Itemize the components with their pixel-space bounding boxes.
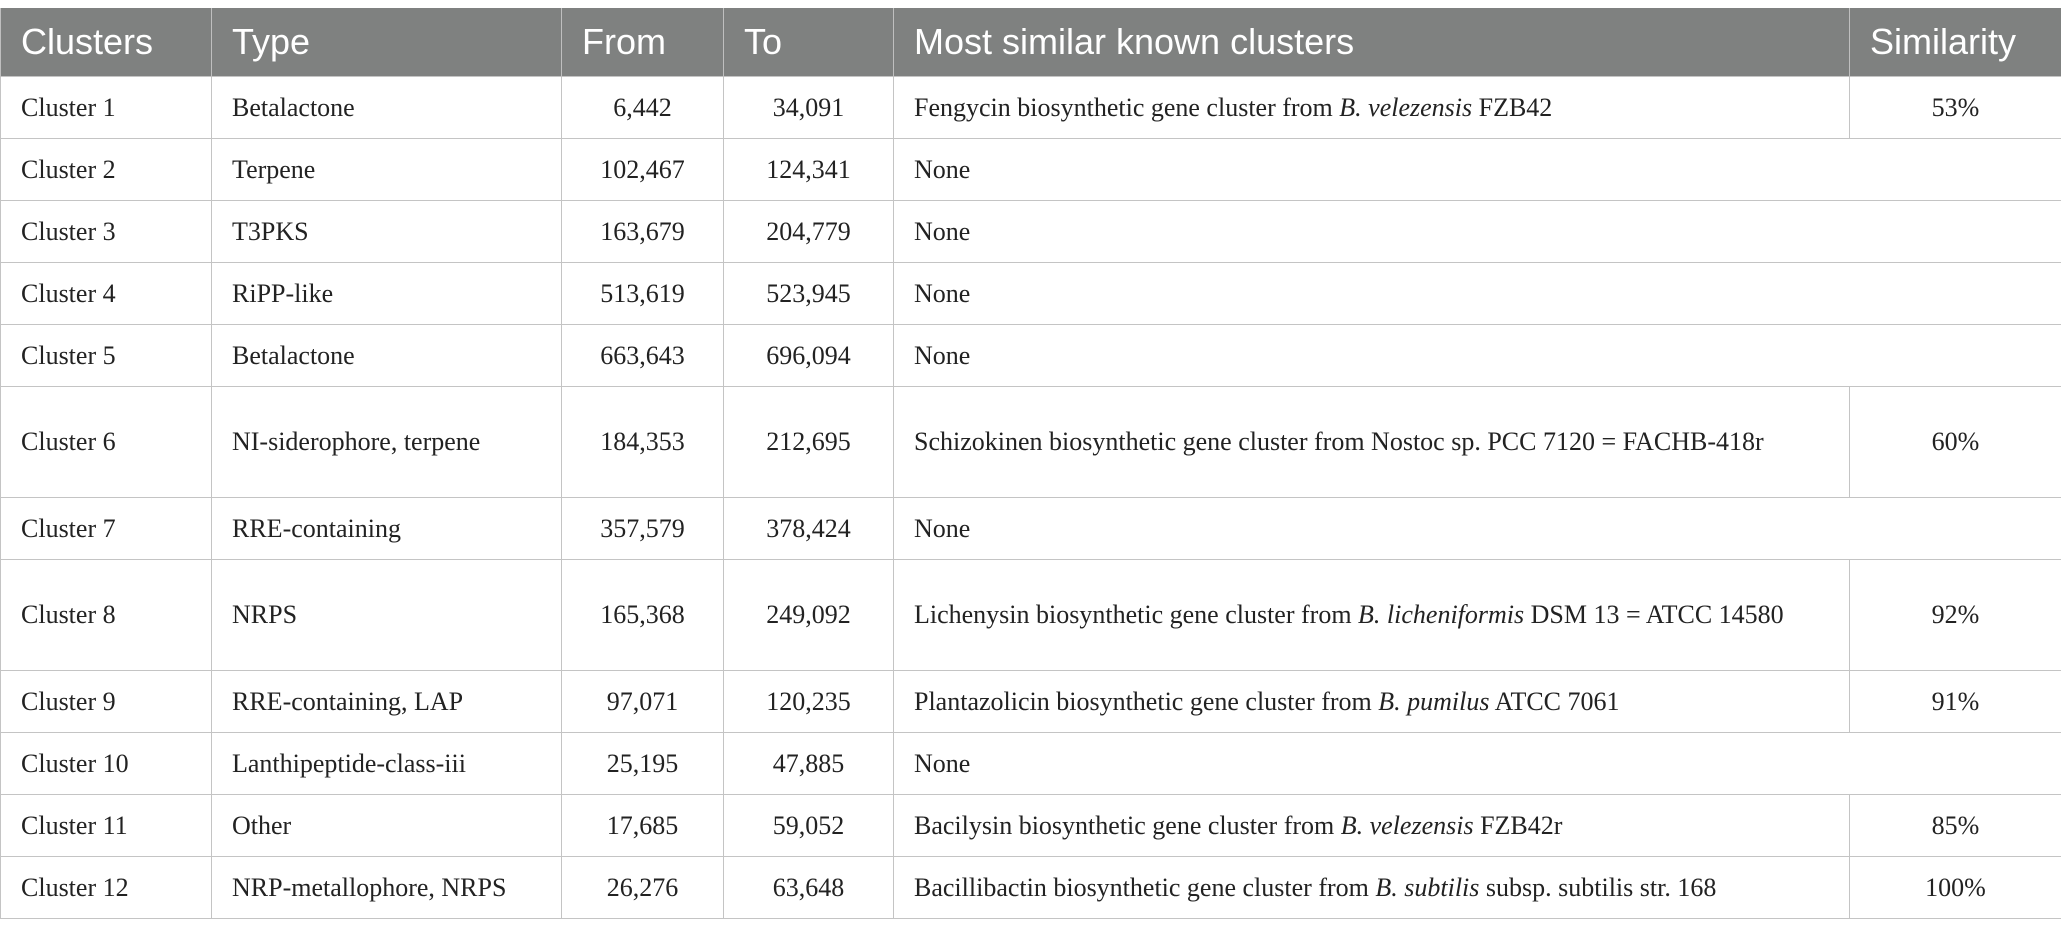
to-cell: 212,695: [724, 387, 894, 498]
type-cell: NRPS: [212, 560, 562, 671]
type-cell: RRE-containing, LAP: [212, 671, 562, 733]
from-cell: 25,195: [562, 733, 724, 795]
similar-cluster-cell: [894, 139, 2061, 201]
table-row: [1, 498, 2061, 560]
to-cell: 523,945: [724, 263, 894, 325]
from-cell: 357,579: [562, 498, 724, 560]
similar-cluster-text: None: [914, 513, 971, 543]
type-cell: NRP-metallophore, NRPS: [212, 857, 562, 919]
header-similarity: Similarity: [1850, 8, 2061, 77]
to-cell: 59,052: [724, 795, 894, 857]
similarity-cell: 53%: [1850, 77, 2061, 139]
table-row: [1, 733, 2061, 795]
species-name: B. velezensis: [1339, 92, 1473, 122]
cluster-cell: Cluster 2: [1, 139, 212, 201]
similar-cluster-cell: [894, 498, 2061, 560]
similar-cluster-text: Bacilysin biosynthetic gene cluster from: [914, 810, 1341, 840]
strain-text: ATCC 7061: [1489, 686, 1620, 716]
type-cell: T3PKS: [212, 201, 562, 263]
clusters-table: [0, 8, 2061, 919]
header-row: [1, 8, 2061, 77]
species-name: B. velezensis: [1340, 810, 1474, 840]
similar-cluster-text: None: [914, 278, 971, 308]
to-cell: 63,648: [724, 857, 894, 919]
from-cell: 17,685: [562, 795, 724, 857]
type-cell: Betalactone: [212, 77, 562, 139]
cluster-cell: Cluster 7: [1, 498, 212, 560]
similar-cluster-cell: [894, 77, 1850, 139]
similar-cluster-cell: [894, 263, 2061, 325]
species-name: B. pumilus: [1378, 686, 1490, 716]
type-cell: RRE-containing: [212, 498, 562, 560]
table-row: [1, 77, 2061, 139]
from-cell: 102,467: [562, 139, 724, 201]
to-cell: 204,779: [724, 201, 894, 263]
species-name: B. subtilis: [1375, 872, 1480, 902]
header-type: Type: [212, 8, 562, 77]
strain-text: FZB42: [1472, 92, 1553, 122]
header-most-similar: Most similar known clusters: [894, 8, 1850, 77]
to-cell: 120,235: [724, 671, 894, 733]
type-cell: Other: [212, 795, 562, 857]
cluster-cell: Cluster 4: [1, 263, 212, 325]
from-cell: 97,071: [562, 671, 724, 733]
to-cell: 696,094: [724, 325, 894, 387]
header-to: To: [724, 8, 894, 77]
similar-cluster-text: None: [914, 748, 971, 778]
cluster-cell: Cluster 3: [1, 201, 212, 263]
type-cell: Lanthipeptide-class-iii: [212, 733, 562, 795]
to-cell: 378,424: [724, 498, 894, 560]
table-row: [1, 857, 2061, 919]
similar-cluster-text: Bacillibactin biosynthetic gene cluster from: [914, 872, 1376, 902]
header-from: From: [562, 8, 724, 77]
to-cell: 34,091: [724, 77, 894, 139]
from-cell: 6,442: [562, 77, 724, 139]
similarity-cell: 85%: [1850, 795, 2061, 857]
similarity-cell: 92%: [1850, 560, 2061, 671]
cluster-cell: Cluster 8: [1, 560, 212, 671]
from-cell: 165,368: [562, 560, 724, 671]
type-cell: Terpene: [212, 139, 562, 201]
similar-cluster-cell: [894, 387, 1850, 498]
similar-cluster-text: None: [914, 340, 971, 370]
type-cell: RiPP-like: [212, 263, 562, 325]
similar-cluster-cell: [894, 733, 2061, 795]
table-row: [1, 201, 2061, 263]
similar-cluster-text: Plantazolicin biosynthetic gene cluster from: [914, 686, 1379, 716]
cluster-cell: Cluster 12: [1, 857, 212, 919]
similarity-cell: 100%: [1850, 857, 2061, 919]
from-cell: 513,619: [562, 263, 724, 325]
similar-cluster-text: Lichenysin biosynthetic gene cluster from: [914, 600, 1359, 629]
table-row: [1, 671, 2061, 733]
similar-cluster-text: Schizokinen biosynthetic gene cluster from Nostoc sp. PCC 7120 = FACHB-418r: [914, 427, 1764, 456]
to-cell: 249,092: [724, 560, 894, 671]
strain-text: subsp. subtilis str. 168: [1479, 872, 1717, 902]
type-cell: NI-siderophore, terpene: [212, 387, 562, 498]
from-cell: 163,679: [562, 201, 724, 263]
similar-cluster-text: None: [914, 154, 971, 184]
similar-cluster-cell: [894, 201, 2061, 263]
table-row: [1, 325, 2061, 387]
cluster-cell: Cluster 10: [1, 733, 212, 795]
to-cell: 47,885: [724, 733, 894, 795]
from-cell: 184,353: [562, 387, 724, 498]
table-row: [1, 560, 2061, 671]
similar-cluster-cell: [894, 671, 1850, 733]
header-clusters: Clusters: [1, 8, 212, 77]
table-row: [1, 139, 2061, 201]
similarity-cell: 60%: [1850, 387, 2061, 498]
similar-cluster-cell: [894, 325, 2061, 387]
to-cell: 124,341: [724, 139, 894, 201]
cluster-cell: Cluster 1: [1, 77, 212, 139]
cluster-cell: Cluster 5: [1, 325, 212, 387]
table-row: [1, 263, 2061, 325]
similar-cluster-text: None: [914, 216, 971, 246]
cluster-cell: Cluster 11: [1, 795, 212, 857]
similarity-cell: 91%: [1850, 671, 2061, 733]
strain-text: FZB42r: [1473, 810, 1563, 840]
table-body: [1, 77, 2061, 919]
similar-cluster-cell: [894, 795, 1850, 857]
strain-text: DSM 13 = ATCC 14580: [1524, 600, 1784, 629]
similar-cluster-cell: [894, 857, 1850, 919]
similar-cluster-cell: [894, 560, 1850, 671]
type-cell: Betalactone: [212, 325, 562, 387]
table-row: [1, 387, 2061, 498]
cluster-cell: Cluster 6: [1, 387, 212, 498]
table-row: [1, 795, 2061, 857]
similar-cluster-text: Fengycin biosynthetic gene cluster from: [914, 92, 1340, 122]
cluster-cell: Cluster 9: [1, 671, 212, 733]
species-name: B. licheniformis: [1358, 600, 1525, 629]
from-cell: 26,276: [562, 857, 724, 919]
from-cell: 663,643: [562, 325, 724, 387]
